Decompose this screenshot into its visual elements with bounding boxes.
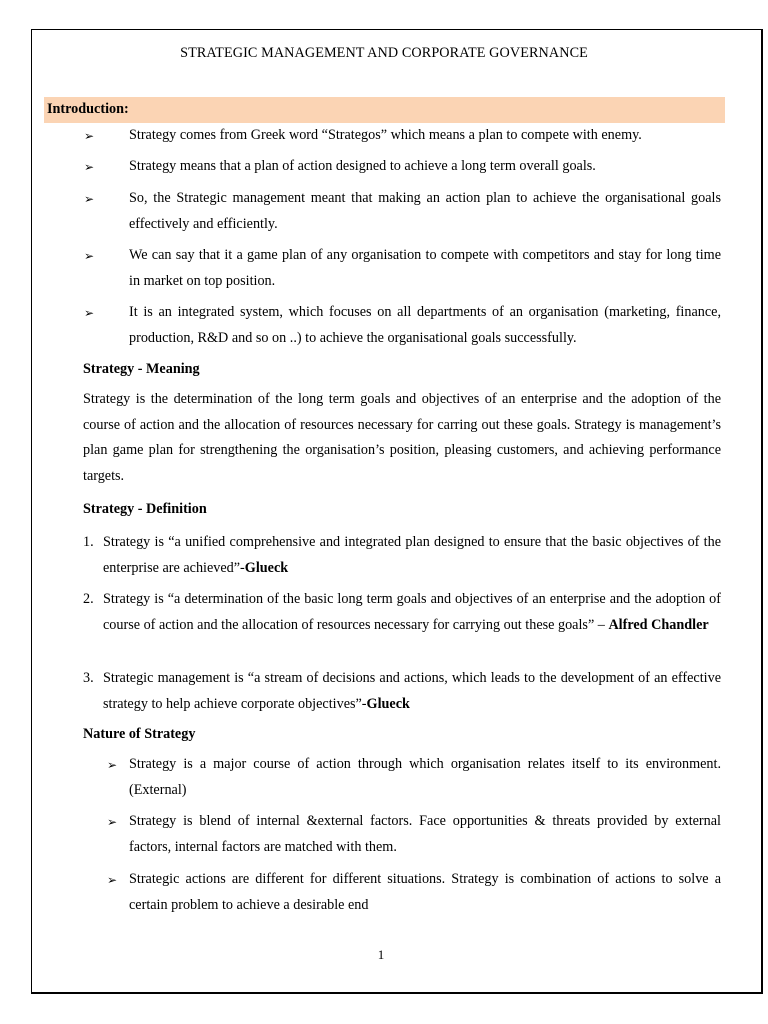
intro-bullet-text: We can say that it a game plan of any organisation to compete with competitors and stay for long time in market on top position. — [129, 247, 721, 289]
arrow-bullet-icon: ➢ — [84, 160, 95, 174]
introduction-heading-bar — [44, 97, 725, 123]
definition-quote: Strategy is “a determination of the basic long term goals and objectives of an enterprise and the adoption of course of action and the allocation of resources necessary for carrying out these goals” – — [103, 591, 721, 633]
nature-bullet-text: Strategic actions are different for different situations. Strategy is combination of actions to solve a certain problem to achieve a desirable end — [129, 871, 721, 913]
introduction-heading: Introduction: — [47, 101, 129, 117]
meaning-heading: Strategy - Meaning — [83, 361, 200, 377]
definition-text — [103, 666, 721, 717]
arrow-bullet-icon: ➢ — [107, 815, 118, 829]
nature-bullet-text: Strategy is a major course of action through which organisation relates itself to its environment. (External) — [129, 756, 721, 798]
definition-heading: Strategy - Definition — [83, 501, 207, 517]
definition-text — [103, 587, 721, 638]
definition-author: Glueck — [244, 559, 289, 576]
definition-author: Glueck — [366, 695, 410, 712]
arrow-bullet-icon: ➢ — [107, 758, 118, 772]
arrow-bullet-icon: ➢ — [107, 873, 118, 887]
definition-quote: Strategy is “a unified comprehensive and integrated plan designed to ensure that the basic objectives of the enterprise are achieved”- — [103, 534, 721, 576]
intro-bullet-text: Strategy comes from Greek word “Strategos” which means a plan to compete with enemy. — [129, 127, 642, 143]
arrow-bullet-icon: ➢ — [84, 306, 95, 320]
nature-bullet-text: Strategy is blend of internal &external factors. Face opportunities & threats provided by external factors, internal factors are matched with them. — [129, 813, 721, 855]
intro-bullet-text: Strategy means that a plan of action designed to achieve a long term overall goals. — [129, 158, 596, 174]
definition-number: 1. — [83, 534, 94, 550]
arrow-bullet-icon: ➢ — [84, 249, 95, 263]
arrow-bullet-icon: ➢ — [84, 192, 95, 206]
definition-author: Alfred Chandler — [608, 616, 709, 633]
document-title: STRATEGIC MANAGEMENT AND CORPORATE GOVERNANCE — [180, 45, 588, 61]
arrow-bullet-icon: ➢ — [84, 129, 95, 143]
definition-number: 2. — [83, 591, 94, 607]
meaning-paragraph: Strategy is the determination of the long term goals and objectives of an enterprise and the adoption of the course of action and the allocation of resources necessary for carring out these goals. Strategy is management’s plan game plan for strengthening the organisation’s position, pleasing customers, and achieving performance targets. — [83, 391, 721, 484]
definition-number: 3. — [83, 670, 94, 686]
intro-bullet-text: It is an integrated system, which focuses on all departments of an organisation (marketing, finance, production, R&D and so on ..) to achieve the organisational goals successfully. — [129, 304, 721, 346]
definition-text — [103, 530, 721, 581]
page-number: 1 — [377, 947, 385, 962]
nature-heading: Nature of Strategy — [83, 726, 196, 742]
definition-quote: Strategic management is “a stream of decisions and actions, which leads to the development of an effective strategy to help achieve corporate objectives”- — [103, 670, 721, 712]
intro-bullet-text: So, the Strategic management meant that making an action plan to achieve the organisational goals effectively and efficiently. — [129, 190, 721, 232]
